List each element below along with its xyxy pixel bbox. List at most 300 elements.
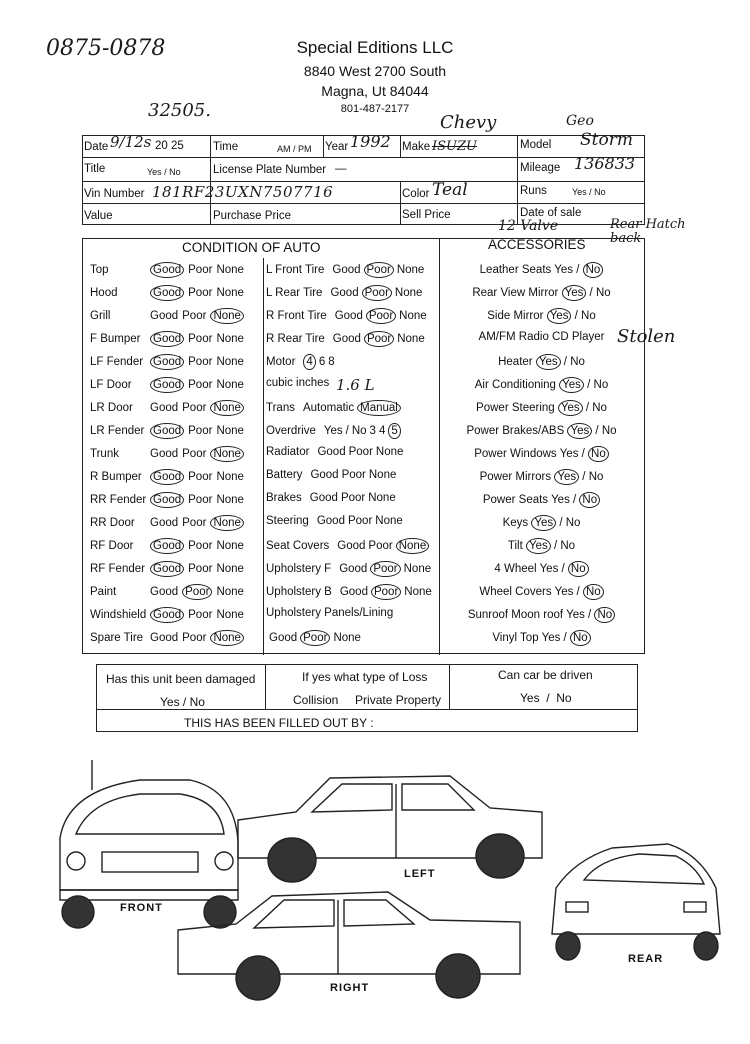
condition-option: Good xyxy=(150,448,179,460)
accessory-option-no: No xyxy=(570,356,585,368)
condition-item-label: F Bumper xyxy=(90,333,141,345)
label-rear: REAR xyxy=(628,953,664,965)
mechanical-option: None xyxy=(368,492,396,504)
accessory-option-no: No xyxy=(560,540,576,552)
condition-option: Poor xyxy=(182,402,207,414)
date-year-printed: 20 25 xyxy=(155,140,184,152)
accessory-option-no: No xyxy=(601,425,617,437)
mechanical-option: Poor xyxy=(371,584,401,600)
accessory-label: Sunroof Moon roof xyxy=(467,609,564,621)
accessory-sep: / xyxy=(573,264,583,276)
condition-option: Good xyxy=(150,561,184,577)
accessory-label: Vinyl Top xyxy=(492,632,539,644)
accessory-row xyxy=(440,400,643,416)
condition-option: Poor xyxy=(188,609,213,621)
mechanical-row xyxy=(266,561,431,577)
condition-option: None xyxy=(216,333,244,345)
condition-option: Good xyxy=(150,377,184,393)
accessory-option-yes: Yes xyxy=(551,494,570,506)
color-handwritten: Teal xyxy=(432,180,468,200)
mechanical-option: None xyxy=(396,264,425,276)
color-label: Color xyxy=(402,188,430,200)
make-label: Make xyxy=(402,141,431,153)
accessory-row xyxy=(440,262,643,278)
mechanical-option: Poor xyxy=(340,492,366,504)
mechanical-option: None xyxy=(403,563,432,575)
condition-option: Poor xyxy=(182,632,207,644)
condition-item-label: RR Fender xyxy=(90,494,147,506)
mechanical-option: Poor xyxy=(364,331,394,347)
accessory-sep: / xyxy=(569,494,580,506)
condition-row-body xyxy=(90,469,244,485)
condition-option: Poor xyxy=(182,584,212,600)
condition-option: None xyxy=(216,540,244,552)
damaged-question: Has this unit been damaged xyxy=(106,672,256,686)
note-hatch-handwritten: Rear Hatch back xyxy=(610,217,686,246)
mechanical-option: Poor xyxy=(370,561,400,577)
condition-row-body xyxy=(90,331,244,347)
mechanical-option: Manual xyxy=(357,400,401,416)
accessory-option-yes: Yes xyxy=(567,423,592,439)
accessory-label: Tilt xyxy=(507,540,523,552)
condition-option: Good xyxy=(150,469,184,485)
condition-item-label: Windshield xyxy=(90,609,147,621)
accessory-sep: / xyxy=(550,540,561,552)
mechanical-option: Poor xyxy=(348,446,373,458)
mechanical-option: Good xyxy=(334,310,363,322)
accessory-row xyxy=(440,607,643,623)
condition-option: None xyxy=(216,379,244,391)
condition-item-label: Paint xyxy=(90,586,117,598)
condition-row-body xyxy=(90,584,244,600)
accessory-option-no: No xyxy=(581,310,596,322)
mechanical-item-label: R Front Tire xyxy=(266,310,327,322)
accessory-sep: / xyxy=(586,287,596,299)
accessory-option-yes: Yes xyxy=(559,377,584,393)
stock-number-handwritten: 32505. xyxy=(148,100,211,121)
mechanical-option: Poor xyxy=(366,308,396,324)
mechanical-row xyxy=(266,285,422,301)
car-rear-icon xyxy=(552,844,720,960)
mechanical-option: Poor xyxy=(347,515,373,527)
model-handwritten: Storm xyxy=(580,130,633,150)
mechanical-option: None xyxy=(333,632,361,644)
loss-type-question: If yes what type of Loss xyxy=(302,670,428,684)
condition-item-label: LF Door xyxy=(90,379,132,391)
mechanical-row xyxy=(266,354,335,370)
accessory-label: 4 Wheel xyxy=(494,563,537,575)
mechanical-option: None xyxy=(368,469,397,481)
mechanical-row xyxy=(266,262,424,278)
accessory-label: Keys xyxy=(502,517,529,529)
condition-item-label: Trunk xyxy=(90,448,119,460)
accessory-option-yes: Yes xyxy=(536,354,561,370)
mechanical-option: Good xyxy=(337,540,366,552)
mechanical-item-label: Steering xyxy=(266,515,309,527)
company-phone: 801-487-2177 xyxy=(340,103,410,115)
accessory-row xyxy=(440,285,643,301)
mechanical-option: Good xyxy=(332,333,361,345)
condition-option: Poor xyxy=(182,310,207,322)
condition-item-label: R Bumper xyxy=(90,471,142,483)
year-handwritten: 1992 xyxy=(350,132,391,151)
condition-option: None xyxy=(210,630,244,646)
condition-row-body xyxy=(90,446,244,462)
accessory-option-yes: Yes xyxy=(558,400,583,416)
date-label: Date xyxy=(84,141,109,153)
condition-row-body xyxy=(90,423,244,439)
mechanical-option: Good xyxy=(330,287,359,299)
condition-option: None xyxy=(216,494,244,506)
condition-item-label: Hood xyxy=(90,287,118,299)
mechanical-row xyxy=(266,400,401,416)
condition-item-label: RR Door xyxy=(90,517,135,529)
accessory-sep: / xyxy=(584,609,595,621)
accessory-sep: / xyxy=(571,310,582,322)
vin-handwritten: 181RF23UXN7507716 xyxy=(152,183,334,201)
mechanical-option: Good xyxy=(332,264,361,276)
runs-label: Runs xyxy=(520,185,547,197)
accessory-label: Leather Seats xyxy=(479,264,552,276)
label-right: RIGHT xyxy=(330,982,370,994)
purchase-price-label: Purchase Price xyxy=(213,210,291,222)
condition-option: Poor xyxy=(188,356,213,368)
accessory-sep: / xyxy=(558,563,568,575)
accessory-option-no: No xyxy=(568,561,589,577)
accessory-option-no: No xyxy=(583,262,604,278)
accessory-option-no: No xyxy=(588,471,604,483)
condition-option: Poor xyxy=(188,471,213,483)
mechanical-option: Good xyxy=(316,515,345,527)
mechanical-option: No xyxy=(351,425,367,437)
mechanical-row xyxy=(266,538,429,554)
condition-option: Poor xyxy=(188,540,213,552)
mechanical-option: Good xyxy=(309,492,338,504)
accessory-row xyxy=(440,446,643,462)
mechanical-option: None xyxy=(396,538,430,554)
condition-item-label: LF Fender xyxy=(90,356,144,368)
mechanical-item-label: L Rear Tire xyxy=(266,287,323,299)
mechanical-option: None xyxy=(404,586,432,598)
mechanical-option: None xyxy=(399,310,427,322)
condition-option: Poor xyxy=(188,333,213,345)
mechanical-option: Good xyxy=(310,469,339,481)
mechanical-item-label: Radiator xyxy=(266,446,310,458)
accessory-label: Wheel Covers xyxy=(479,586,552,598)
note-valve-handwritten: 12 Valve xyxy=(498,218,559,234)
mileage-label: Mileage xyxy=(520,162,561,174)
accessory-row xyxy=(440,538,643,554)
mechanical-item-label: Seat Covers xyxy=(266,540,330,552)
condition-option: Poor xyxy=(188,494,213,506)
accessory-option-yes: Yes xyxy=(554,264,574,276)
accessory-option-yes: Yes xyxy=(539,563,559,575)
condition-row-body xyxy=(90,515,244,531)
sell-price-label: Sell Price xyxy=(402,209,451,221)
condition-option: Good xyxy=(150,607,184,623)
condition-option: None xyxy=(216,609,244,621)
loss-type-options: Collision Private Property xyxy=(293,693,442,707)
condition-row-body xyxy=(90,561,244,577)
accessory-option-yes: Yes xyxy=(547,308,572,324)
make-struck-handwritten: ISUZU xyxy=(432,139,477,154)
mechanical-item-label: Upholstery B xyxy=(266,586,332,598)
condition-option: Good xyxy=(150,354,184,370)
condition-item-label: Top xyxy=(90,264,109,276)
condition-option: Poor xyxy=(188,287,213,299)
mechanical-option: None xyxy=(375,515,403,527)
mechanical-item-label: Overdrive xyxy=(266,425,316,437)
mechanical-row xyxy=(266,308,427,324)
condition-item-label: RF Door xyxy=(90,540,134,552)
accessory-option-yes: Yes xyxy=(554,469,579,485)
mechanical-option: 4 xyxy=(378,425,386,437)
condition-item-label: LR Door xyxy=(90,402,133,414)
accessory-option: CD Player xyxy=(552,331,605,343)
condition-option: Poor xyxy=(188,563,213,575)
mechanical-option: Automatic xyxy=(302,402,355,414)
condition-option: Poor xyxy=(182,448,207,460)
accessory-row xyxy=(440,354,643,370)
mechanical-item-label: Battery xyxy=(266,469,303,481)
model-top-handwritten: Geo xyxy=(566,113,594,129)
accessory-label: Power Brakes/ABS xyxy=(466,425,565,437)
condition-row-body xyxy=(90,377,244,393)
accessory-option-no: No xyxy=(593,379,609,391)
accessory-option-yes: Yes xyxy=(541,632,561,644)
mechanical-option: 6 xyxy=(318,356,326,368)
condition-option: None xyxy=(210,400,244,416)
mechanical-row xyxy=(266,584,432,600)
mechanical-row xyxy=(266,331,425,347)
mechanical-row xyxy=(266,423,401,439)
accessories-title: ACCESSORIES xyxy=(488,237,586,252)
accessory-sep: / xyxy=(556,517,566,529)
condition-row-body xyxy=(90,262,244,278)
mechanical-option: Good xyxy=(339,586,368,598)
accessory-label: Power Windows xyxy=(474,448,557,460)
ampm-label: AM / PM xyxy=(277,144,312,154)
damaged-yn: Yes / No xyxy=(160,695,205,709)
accessory-option-no: No xyxy=(594,607,615,623)
mechanical-item-label: Motor xyxy=(266,356,296,368)
accessory-label: Heater xyxy=(498,356,533,368)
condition-option: Good xyxy=(150,331,184,347)
condition-row-body xyxy=(90,354,244,370)
mechanical-item-label: Brakes xyxy=(266,492,302,504)
mechanical-option: Poor xyxy=(364,262,394,278)
accessory-sep: / xyxy=(579,471,589,483)
mechanical-option: Good xyxy=(339,563,368,575)
driven-question: Can car be driven xyxy=(498,668,593,682)
time-label: Time xyxy=(213,141,239,153)
mechanical-option: 3 xyxy=(369,425,376,437)
accessory-option-no: No xyxy=(570,630,591,646)
cubic-handwritten: 1.6 L xyxy=(336,376,375,394)
company-street: 8840 West 2700 South xyxy=(303,63,447,79)
condition-option: None xyxy=(210,308,244,324)
accessory-sep: / xyxy=(582,402,593,414)
condition-option: Good xyxy=(150,402,179,414)
date-of-sale-label: Date of sale xyxy=(520,207,582,219)
mechanical-row xyxy=(266,630,361,646)
mechanical-item-label: Trans xyxy=(266,402,295,414)
condition-option: Good xyxy=(150,632,179,644)
accessory-label: Power Seats xyxy=(482,494,549,506)
accessory-option-yes: Yes xyxy=(554,586,574,598)
accessory-option-yes: Yes xyxy=(559,448,579,460)
value-label: Value xyxy=(84,210,113,222)
stolen-handwritten: Stolen xyxy=(617,326,676,347)
car-diagrams xyxy=(0,750,750,1044)
condition-option: Poor xyxy=(182,517,207,529)
license-label: License Plate Number xyxy=(213,164,327,176)
condition-option: Good xyxy=(150,285,184,301)
title-label: Title xyxy=(84,163,106,175)
condition-row-body xyxy=(90,607,244,623)
accessory-option-no: No xyxy=(588,446,609,462)
mechanical-row xyxy=(266,607,398,619)
year-label: Year xyxy=(325,141,349,153)
mechanical-row xyxy=(266,515,403,527)
accessory-option-no: No xyxy=(592,402,607,414)
accessory-row xyxy=(440,492,643,508)
condition-option: None xyxy=(216,356,244,368)
condition-option: Good xyxy=(150,538,184,554)
mileage-handwritten: 136833 xyxy=(574,154,636,173)
accessory-sep: / xyxy=(560,356,571,368)
condition-row-body xyxy=(90,308,244,324)
company-city: Magna, Ut 84044 xyxy=(321,83,429,99)
condition-option: None xyxy=(216,264,244,276)
mechanical-item-label: R Rear Tire xyxy=(266,333,325,345)
condition-title: CONDITION OF AUTO xyxy=(182,240,321,255)
accessory-option-no: No xyxy=(583,584,604,600)
accessory-option-no: No xyxy=(579,492,600,508)
mechanical-option: None xyxy=(394,287,423,299)
condition-option: Good xyxy=(150,262,184,278)
condition-option: None xyxy=(216,586,244,598)
accessory-option-yes: Yes xyxy=(526,538,551,554)
accessory-option-no: No xyxy=(595,287,611,299)
label-front: FRONT xyxy=(120,902,163,914)
accessory-label: Side Mirror xyxy=(487,310,544,322)
runs-yn: Yes / No xyxy=(572,187,606,197)
condition-option: Poor xyxy=(188,264,213,276)
company-name: Special Editions LLC xyxy=(296,38,454,57)
condition-option: None xyxy=(210,446,244,462)
condition-option: None xyxy=(216,425,244,437)
condition-option: Good xyxy=(150,517,179,529)
accessory-row xyxy=(440,423,643,439)
condition-option: None xyxy=(216,563,244,575)
condition-item-label: RF Fender xyxy=(90,563,145,575)
model-label: Model xyxy=(520,139,552,151)
mechanical-option: Good xyxy=(317,446,346,458)
mechanical-item-label: Upholstery Panels/Lining xyxy=(266,607,394,619)
accessory-sep: / xyxy=(560,632,570,644)
mechanical-option: 8 xyxy=(328,356,335,368)
mechanical-option: 5 xyxy=(388,423,400,439)
date-handwritten: 9/12s xyxy=(110,133,152,151)
condition-row-body xyxy=(90,285,244,301)
mechanical-option: None xyxy=(397,333,425,345)
mechanical-option: None xyxy=(375,446,404,458)
mechanical-option: Poor xyxy=(362,285,392,301)
accessory-row xyxy=(440,469,643,485)
mechanical-row xyxy=(266,377,334,389)
accessory-label: Air Conditioning xyxy=(474,379,556,391)
accessory-label: Power Steering xyxy=(476,402,555,414)
mechanical-row xyxy=(266,446,403,458)
condition-option: Poor xyxy=(188,425,213,437)
condition-option: None xyxy=(216,471,244,483)
mechanical-item-label: Upholstery F xyxy=(266,563,332,575)
vin-label: Vin Number xyxy=(84,188,145,200)
accessory-sep: / xyxy=(583,379,594,391)
condition-option: Good xyxy=(150,423,184,439)
label-left: LEFT xyxy=(404,868,436,880)
car-left-icon xyxy=(238,776,542,882)
mechanical-option: / xyxy=(345,425,349,437)
accessory-option-yes: Yes xyxy=(566,609,585,621)
accessory-option-yes: Yes xyxy=(562,285,587,301)
accessory-row xyxy=(440,630,643,646)
condition-option: Poor xyxy=(188,379,213,391)
accessory-row xyxy=(440,308,643,324)
accessory-row xyxy=(440,515,643,531)
accessory-option-yes: Yes xyxy=(531,515,556,531)
mechanical-row xyxy=(266,492,396,504)
accessory-label: Power Mirrors xyxy=(479,471,552,483)
mechanical-option: Yes xyxy=(323,425,343,437)
accessory-sep: / xyxy=(573,586,583,598)
condition-item-label: Spare Tire xyxy=(90,632,144,644)
condition-option: Good xyxy=(150,492,184,508)
condition-item-label: Grill xyxy=(90,310,111,322)
mechanical-item-label: cubic inches xyxy=(266,377,330,389)
make-handwritten: Chevy xyxy=(440,112,497,133)
doc-range-handwritten: 0875-0878 xyxy=(46,36,166,61)
condition-row-body xyxy=(90,538,244,554)
mechanical-option: Poor xyxy=(300,630,330,646)
title-yn: Yes / No xyxy=(147,167,181,177)
accessory-label: Rear View Mirror xyxy=(472,287,559,299)
condition-option: None xyxy=(210,515,244,531)
condition-option: Good xyxy=(150,310,179,322)
accessory-row xyxy=(440,561,643,577)
accessory-row xyxy=(440,377,643,393)
license-dash: — xyxy=(335,163,347,175)
condition-item-label: LR Fender xyxy=(90,425,145,437)
driven-yn: Yes / No xyxy=(520,691,572,705)
accessory-sep: / xyxy=(592,425,602,437)
accessory-row xyxy=(440,331,643,343)
mechanical-option: Poor xyxy=(368,540,393,552)
accessory-sep: / xyxy=(578,448,589,460)
accessory-label: AM/FM Radio xyxy=(478,331,549,343)
condition-row-body xyxy=(90,630,244,646)
mechanical-option: Poor xyxy=(341,469,366,481)
condition-option: None xyxy=(216,287,244,299)
mechanical-option: 4 xyxy=(303,354,315,370)
mechanical-item-label: L Front Tire xyxy=(266,264,325,276)
condition-row-body xyxy=(90,400,244,416)
accessory-option-no: No xyxy=(565,517,581,529)
condition-option: Good xyxy=(150,586,179,598)
mechanical-option: Good xyxy=(269,632,298,644)
filled-out-by: THIS HAS BEEN FILLED OUT BY : xyxy=(184,716,374,730)
